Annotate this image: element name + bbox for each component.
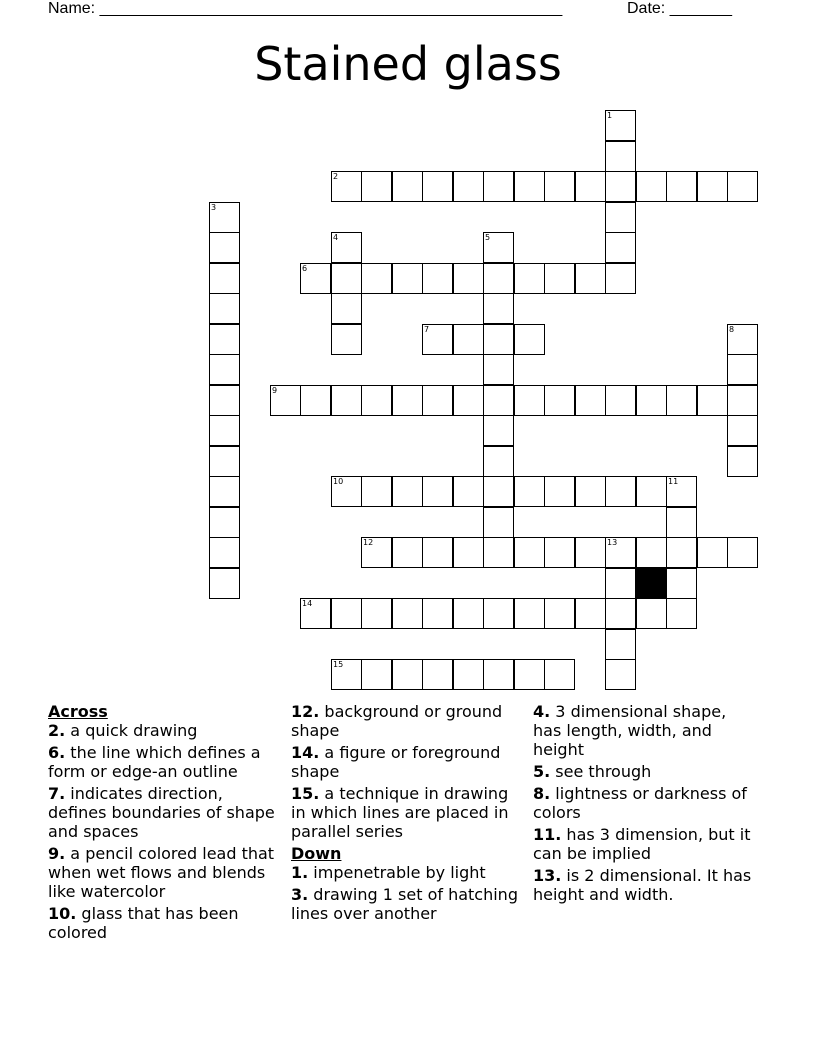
clue-number: 8	[729, 325, 735, 334]
grid-cell[interactable]	[605, 263, 636, 294]
grid-cell[interactable]	[300, 385, 331, 416]
grid-cell[interactable]	[209, 202, 240, 233]
grid-cell[interactable]	[422, 171, 453, 202]
grid-cell[interactable]	[605, 171, 636, 202]
grid-cell[interactable]	[453, 385, 484, 416]
clue-number: 7	[424, 325, 430, 334]
clue-text: lightness or darkness of colors	[533, 784, 747, 822]
grid-cell[interactable]	[575, 171, 606, 202]
grid-cell[interactable]	[483, 324, 514, 355]
clue-number: 9.	[48, 844, 66, 863]
grid-cell[interactable]	[666, 598, 697, 629]
grid-cell[interactable]	[209, 568, 240, 599]
black-cell	[636, 568, 667, 599]
clue	[533, 784, 753, 822]
grid-cell[interactable]	[453, 537, 484, 568]
grid-cell[interactable]	[636, 385, 667, 416]
grid-cell[interactable]	[331, 659, 362, 690]
clue	[48, 904, 280, 942]
clue-number: 6.	[48, 743, 66, 762]
clue-number: 4	[333, 233, 339, 242]
grid-cell[interactable]	[483, 598, 514, 629]
grid-cell[interactable]	[392, 171, 423, 202]
clue-text: impenetrable by light	[308, 863, 486, 882]
clue-text: background or ground shape	[291, 702, 503, 740]
clue-text: a figure or foreground shape	[291, 743, 501, 781]
grid-cell[interactable]	[453, 324, 484, 355]
clue-number: 10.	[48, 904, 77, 923]
grid-cell[interactable]	[422, 598, 453, 629]
clue-number: 11	[668, 477, 679, 486]
clue-number: 15.	[291, 784, 320, 803]
grid-cell[interactable]	[331, 476, 362, 507]
grid-cell[interactable]	[270, 385, 301, 416]
grid-cell[interactable]	[483, 507, 514, 538]
clue-number: 2.	[48, 721, 66, 740]
grid-cell[interactable]	[209, 446, 240, 477]
clue-number: 13	[607, 538, 618, 547]
grid-cell[interactable]	[514, 171, 545, 202]
grid-cell[interactable]	[453, 476, 484, 507]
grid-cell[interactable]	[544, 537, 575, 568]
clue-text: glass that has been colored	[48, 904, 239, 942]
clue-number: 6	[302, 264, 308, 273]
clue-text: a technique in drawing in which lines are placed in parallel series	[291, 784, 509, 841]
clue	[533, 825, 753, 863]
grid-cell[interactable]	[636, 598, 667, 629]
clue	[48, 844, 280, 901]
grid-cell[interactable]	[575, 537, 606, 568]
clue	[48, 721, 280, 740]
down-clue-list	[291, 863, 525, 923]
grid-cell[interactable]	[605, 476, 636, 507]
grid-cell[interactable]	[605, 202, 636, 233]
grid-cell[interactable]	[422, 476, 453, 507]
grid-cell[interactable]	[697, 537, 728, 568]
grid-cell[interactable]	[422, 324, 453, 355]
grid-cell[interactable]	[666, 537, 697, 568]
clue	[291, 885, 525, 923]
clue-number: 2	[333, 172, 339, 181]
grid-cell[interactable]	[209, 476, 240, 507]
clue-text: a quick drawing	[65, 721, 198, 740]
clue	[291, 743, 525, 781]
grid-cell[interactable]	[483, 446, 514, 477]
clue-number: 11.	[533, 825, 562, 844]
grid-cell[interactable]	[514, 659, 545, 690]
grid-cell[interactable]	[392, 537, 423, 568]
across-clue-list-continued	[291, 702, 525, 841]
grid-cell[interactable]	[392, 659, 423, 690]
grid-cell[interactable]	[666, 171, 697, 202]
grid-cell[interactable]	[514, 324, 545, 355]
clue-number: 3.	[291, 885, 309, 904]
grid-cell[interactable]	[209, 507, 240, 538]
grid-cell[interactable]	[209, 263, 240, 294]
grid-cell[interactable]	[209, 385, 240, 416]
grid-cell[interactable]	[392, 385, 423, 416]
grid-cell[interactable]	[483, 385, 514, 416]
clue-number: 7.	[48, 784, 66, 803]
grid-cell[interactable]	[605, 110, 636, 141]
grid-cell[interactable]	[209, 354, 240, 385]
grid-cell[interactable]	[483, 263, 514, 294]
grid-cell[interactable]	[453, 263, 484, 294]
grid-cell[interactable]	[575, 263, 606, 294]
grid-cell[interactable]	[300, 598, 331, 629]
clue	[533, 866, 753, 904]
grid-cell[interactable]	[422, 263, 453, 294]
grid-cell[interactable]	[727, 415, 758, 446]
grid-cell[interactable]	[605, 598, 636, 629]
grid-cell[interactable]	[483, 415, 514, 446]
grid-cell[interactable]	[514, 537, 545, 568]
grid-cell[interactable]	[544, 385, 575, 416]
grid-cell[interactable]	[697, 385, 728, 416]
grid-cell[interactable]	[331, 171, 362, 202]
grid-cell[interactable]	[727, 171, 758, 202]
grid-cell[interactable]	[331, 385, 362, 416]
clue-text: has 3 dimension, but it can be implied	[533, 825, 751, 863]
grid-cell[interactable]	[392, 263, 423, 294]
clue-number: 14	[302, 599, 313, 608]
clue-number: 15	[333, 660, 344, 669]
clues-column-2	[291, 702, 525, 926]
grid-cell[interactable]	[697, 171, 728, 202]
clue-text: is 2 dimensional. It has height and width.	[533, 866, 752, 904]
clue-text: a pencil colored lead that when wet flows and blends like watercolor	[48, 844, 275, 901]
grid-cell[interactable]	[422, 385, 453, 416]
clue	[48, 784, 280, 841]
grid-cell[interactable]	[361, 476, 392, 507]
grid-cell[interactable]	[392, 476, 423, 507]
clue-number: 14.	[291, 743, 320, 762]
grid-cell[interactable]	[605, 385, 636, 416]
grid-cell[interactable]	[727, 354, 758, 385]
clue-text: indicates direction, defines boundaries of shape and spaces	[48, 784, 275, 841]
clue-number: 10	[333, 477, 344, 486]
grid-cell[interactable]	[514, 598, 545, 629]
grid-cell[interactable]	[422, 659, 453, 690]
clue	[291, 702, 525, 740]
grid-cell[interactable]	[544, 598, 575, 629]
grid-cell[interactable]	[483, 171, 514, 202]
grid-cell[interactable]	[636, 537, 667, 568]
clue	[533, 702, 753, 759]
grid-cell[interactable]	[453, 598, 484, 629]
grid-cell[interactable]	[727, 537, 758, 568]
across-clue-list	[48, 721, 280, 942]
grid-cell[interactable]	[209, 232, 240, 263]
grid-cell[interactable]	[514, 263, 545, 294]
grid-cell[interactable]	[605, 141, 636, 172]
grid-cell[interactable]	[483, 232, 514, 263]
grid-cell[interactable]	[514, 385, 545, 416]
clue-number: 4.	[533, 702, 551, 721]
clue-text: 3 dimensional shape, has length, width, and height	[533, 702, 727, 759]
clue-number: 12	[363, 538, 374, 547]
grid-cell[interactable]	[605, 659, 636, 690]
clue-text: drawing 1 set of hatching lines over another	[291, 885, 518, 923]
grid-cell[interactable]	[483, 537, 514, 568]
clue-number: 1	[607, 111, 613, 120]
grid-cell[interactable]	[361, 263, 392, 294]
clue-number: 1.	[291, 863, 309, 882]
header	[48, 0, 748, 20]
grid-cell[interactable]	[544, 659, 575, 690]
grid-cell[interactable]	[636, 171, 667, 202]
grid-cell[interactable]	[544, 263, 575, 294]
clues-column-1	[48, 702, 280, 945]
grid-cell[interactable]	[727, 385, 758, 416]
grid-cell[interactable]	[666, 476, 697, 507]
grid-cell[interactable]	[331, 293, 362, 324]
grid-cell[interactable]	[209, 415, 240, 446]
grid-cell[interactable]	[636, 476, 667, 507]
clue-text: the line which defines a form or edge-an outline	[48, 743, 261, 781]
grid-cell[interactable]	[514, 476, 545, 507]
grid-cell[interactable]	[300, 263, 331, 294]
clue-number: 13.	[533, 866, 562, 885]
clues-column-3	[533, 702, 753, 907]
clue-number: 8.	[533, 784, 551, 803]
grid-cell[interactable]	[727, 446, 758, 477]
grid-cell[interactable]	[483, 293, 514, 324]
grid-cell[interactable]	[361, 537, 392, 568]
grid-cell[interactable]	[361, 598, 392, 629]
grid-cell[interactable]	[483, 659, 514, 690]
clue-number: 12.	[291, 702, 320, 721]
grid-cell[interactable]	[666, 385, 697, 416]
grid-cell[interactable]	[544, 171, 575, 202]
grid-cell[interactable]	[453, 659, 484, 690]
grid-cell[interactable]	[361, 385, 392, 416]
down-heading: Down	[291, 844, 342, 863]
grid-cell[interactable]	[331, 232, 362, 263]
grid-cell[interactable]	[209, 293, 240, 324]
grid-cell[interactable]	[422, 537, 453, 568]
clue	[533, 762, 753, 781]
grid-cell[interactable]	[453, 171, 484, 202]
grid-cell[interactable]	[727, 324, 758, 355]
grid-cell[interactable]	[605, 568, 636, 599]
grid-cell[interactable]	[483, 354, 514, 385]
grid-cell[interactable]	[361, 659, 392, 690]
grid-cell[interactable]	[483, 476, 514, 507]
clue-number: 5.	[533, 762, 551, 781]
clue	[291, 863, 525, 882]
clue-number: 9	[272, 386, 278, 395]
name-field-label[interactable]: Name: ____________________________________________________	[48, 0, 563, 17]
grid-cell[interactable]	[575, 598, 606, 629]
grid-cell[interactable]	[331, 324, 362, 355]
grid-cell[interactable]	[666, 568, 697, 599]
grid-cell[interactable]	[605, 537, 636, 568]
clue-number: 3	[211, 203, 217, 212]
grid-cell[interactable]	[209, 324, 240, 355]
grid-cell[interactable]	[361, 171, 392, 202]
grid-cell[interactable]	[605, 232, 636, 263]
date-field-label[interactable]: Date: _______	[627, 0, 732, 17]
clue-text: see through	[550, 762, 652, 781]
grid-cell[interactable]	[392, 598, 423, 629]
grid-cell[interactable]	[666, 507, 697, 538]
grid-cell[interactable]	[331, 263, 362, 294]
clue-number: 5	[485, 233, 491, 242]
grid-cell[interactable]	[575, 476, 606, 507]
clue	[48, 743, 280, 781]
down-clue-list-continued	[533, 702, 753, 904]
grid-cell[interactable]	[575, 385, 606, 416]
grid-cell[interactable]	[209, 537, 240, 568]
clue	[291, 784, 525, 841]
grid-cell[interactable]	[544, 476, 575, 507]
across-heading: Across	[48, 702, 108, 721]
page-title: Stained glass	[254, 37, 562, 91]
grid-cell[interactable]	[605, 629, 636, 660]
grid-cell[interactable]	[331, 598, 362, 629]
